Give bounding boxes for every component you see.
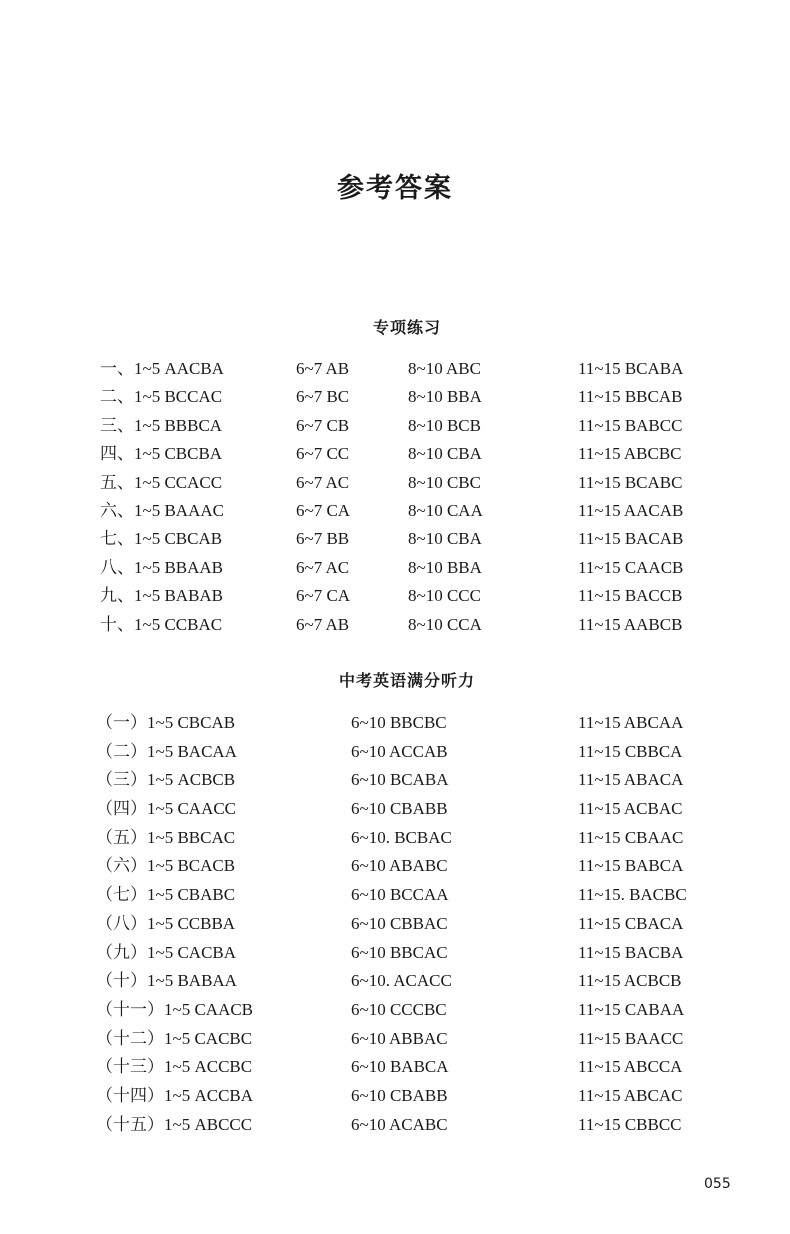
answer-cell: 6~10 BABCA xyxy=(351,1057,449,1077)
answer-row xyxy=(0,826,790,855)
answer-cell: （二）1~5 BACAA xyxy=(96,741,237,761)
answer-cell: 8~10 CAA xyxy=(408,500,483,520)
answer-row xyxy=(0,883,790,912)
answer-cell: 8~10 ABC xyxy=(408,359,481,378)
answer-cell: （十一）1~5 CAACB xyxy=(96,999,254,1019)
answer-row xyxy=(0,711,790,740)
answer-cell: 8~10 BCB xyxy=(408,415,481,435)
answer-cell: （三）1~5 ACBCB xyxy=(96,770,236,790)
answer-cell: 8~10 CCA xyxy=(408,614,482,634)
page-number: 055 xyxy=(704,1176,731,1192)
answer-cell: 6~10 CBABB xyxy=(351,1085,448,1105)
answer-row xyxy=(0,1027,790,1056)
answer-cell: 11~15 ABACA xyxy=(578,770,684,790)
answer-cell: 一、1~5 AACBA xyxy=(100,359,224,378)
answer-row xyxy=(0,912,790,941)
answer-cell: 8~10 CBA xyxy=(408,444,482,464)
answer-cell: 十、1~5 CCBAC xyxy=(100,614,223,634)
answer-cell: 11~15 BAACC xyxy=(578,1028,684,1048)
answer-cell: 8~10 CCC xyxy=(408,586,481,606)
answer-cell: 11~15 AABCB xyxy=(578,614,683,634)
special-practice-answer-list xyxy=(0,357,790,641)
answer-cell: 六、1~5 BAAAC xyxy=(100,500,224,520)
answer-cell: 11~15 AACAB xyxy=(578,500,684,520)
answer-row xyxy=(0,768,790,797)
answer-cell: （十）1~5 BABAA xyxy=(96,971,237,991)
answer-cell: 五、1~5 CCACC xyxy=(100,472,223,492)
answer-cell: 11~15 BCABC xyxy=(578,472,683,492)
answer-row xyxy=(0,613,790,641)
answer-row xyxy=(0,584,790,612)
answer-row xyxy=(0,998,790,1027)
answer-row xyxy=(0,357,790,385)
answer-cell: （一）1~5 CBCAB xyxy=(96,713,236,732)
answer-cell: 6~7 CC xyxy=(296,444,350,464)
answer-cell: 6~10 BBCAC xyxy=(351,942,448,962)
answer-cell: （九）1~5 CACBA xyxy=(96,942,237,962)
answer-cell: 6~10 CBABB xyxy=(351,799,448,819)
answer-cell: 三、1~5 BBBCA xyxy=(100,415,223,435)
answer-row xyxy=(0,797,790,826)
answer-cell: 6~7 BC xyxy=(296,387,350,407)
answer-cell: 6~7 AB xyxy=(296,359,350,378)
answer-row xyxy=(0,471,790,499)
answer-cell: 11~15 ABCBC xyxy=(578,444,682,464)
answer-cell: 6~10. ACACC xyxy=(351,971,452,991)
answer-cell: （七）1~5 CBABC xyxy=(96,885,236,905)
answer-cell: （五）1~5 BBCAC xyxy=(96,827,236,847)
answer-cell: 11~15 ABCCA xyxy=(578,1057,683,1077)
section-heading-special-practice: 专项练习 xyxy=(372,318,441,337)
answer-cell: 6~7 AC xyxy=(296,472,350,492)
answer-cell: 6~10 ABBAC xyxy=(351,1028,448,1048)
answer-cell: 11~15 CBAAC xyxy=(578,827,684,847)
answer-cell: 七、1~5 CBCAB xyxy=(100,529,223,549)
answer-cell: 6~7 AC xyxy=(296,557,350,577)
answer-row xyxy=(0,854,790,883)
answer-cell: 6~7 BB xyxy=(296,529,350,549)
answer-cell: 8~10 CBC xyxy=(408,472,481,492)
answer-row xyxy=(0,740,790,769)
answer-cell: 6~7 CA xyxy=(296,500,351,520)
answer-cell: 11~15 BBCAB xyxy=(578,387,683,407)
answer-cell: 6~10 ACCAB xyxy=(351,741,448,761)
answer-cell: 二、1~5 BCCAC xyxy=(100,387,223,407)
answer-cell: 11~15 ABCAC xyxy=(578,1085,683,1105)
answer-cell: 6~10. BCBAC xyxy=(351,827,452,847)
answer-row xyxy=(0,969,790,998)
answer-cell: 11~15 BACAB xyxy=(578,529,684,549)
answer-cell: 八、1~5 BBAAB xyxy=(100,557,224,577)
answer-cell: 6~10 BCCAA xyxy=(351,885,449,905)
answer-cell: 四、1~5 CBCBA xyxy=(100,444,223,464)
page-title: 参考答案 xyxy=(337,173,453,204)
answer-cell: 6~7 CB xyxy=(296,415,350,435)
answer-cell: （十五）1~5 ABCCC xyxy=(96,1114,253,1134)
answer-cell: 11~15 CBBCC xyxy=(578,1114,682,1134)
answer-cell: （八）1~5 CCBBA xyxy=(96,913,236,933)
answer-cell: 11~15 BABCA xyxy=(578,856,684,876)
answer-cell: （十三）1~5 ACCBC xyxy=(96,1057,253,1077)
answer-cell: 11~15 CBACA xyxy=(578,913,684,933)
answer-row xyxy=(0,442,790,470)
answer-cell: 11~15 ACBCB xyxy=(578,971,682,991)
answer-cell: （十四）1~5 ACCBA xyxy=(96,1085,254,1105)
answer-cell: 8~10 CBA xyxy=(408,529,482,549)
answer-row xyxy=(0,1113,790,1142)
answer-cell: 11~15 BCABA xyxy=(578,359,684,378)
answer-cell: 8~10 BBA xyxy=(408,557,482,577)
answer-cell: 11~15 ABCAA xyxy=(578,713,684,732)
answer-cell: 6~10 ABABC xyxy=(351,856,448,876)
answer-row xyxy=(0,499,790,527)
answer-row xyxy=(0,1055,790,1084)
section-heading-listening: 中考英语满分听力 xyxy=(338,671,475,690)
answer-cell: （四）1~5 CAACC xyxy=(96,799,237,819)
answer-cell: 11~15 BABCC xyxy=(578,415,683,435)
answer-row xyxy=(0,556,790,584)
answer-cell: 6~10 ACABC xyxy=(351,1114,448,1134)
answer-cell: 11~15 ACBAC xyxy=(578,799,683,819)
answer-cell: 11~15 BACBA xyxy=(578,942,684,962)
answer-row xyxy=(0,527,790,555)
answer-row xyxy=(0,414,790,442)
answer-row xyxy=(0,385,790,413)
answer-cell: （六）1~5 BCACB xyxy=(96,856,236,876)
answer-cell: （十二）1~5 CACBC xyxy=(96,1028,253,1048)
answer-cell: 6~10 CCCBC xyxy=(351,999,447,1019)
answer-cell: 九、1~5 BABAB xyxy=(100,586,224,606)
answer-cell: 8~10 BBA xyxy=(408,387,482,407)
answer-cell: 6~7 AB xyxy=(296,614,350,634)
answer-cell: 11~15 CAACB xyxy=(578,557,684,577)
answer-cell: 11~15 CBBCA xyxy=(578,741,683,761)
answer-row xyxy=(0,941,790,970)
listening-answer-list xyxy=(0,711,790,1141)
answer-row xyxy=(0,1084,790,1113)
answer-cell: 6~10 BBCBC xyxy=(351,713,447,732)
answer-cell: 6~10 BCABA xyxy=(351,770,449,790)
answer-cell: 11~15. BACBC xyxy=(578,885,687,905)
answer-cell: 11~15 CABAA xyxy=(578,999,685,1019)
answer-cell: 6~10 CBBAC xyxy=(351,913,448,933)
answer-cell: 11~15 BACCB xyxy=(578,586,683,606)
answer-cell: 6~7 CA xyxy=(296,586,351,606)
